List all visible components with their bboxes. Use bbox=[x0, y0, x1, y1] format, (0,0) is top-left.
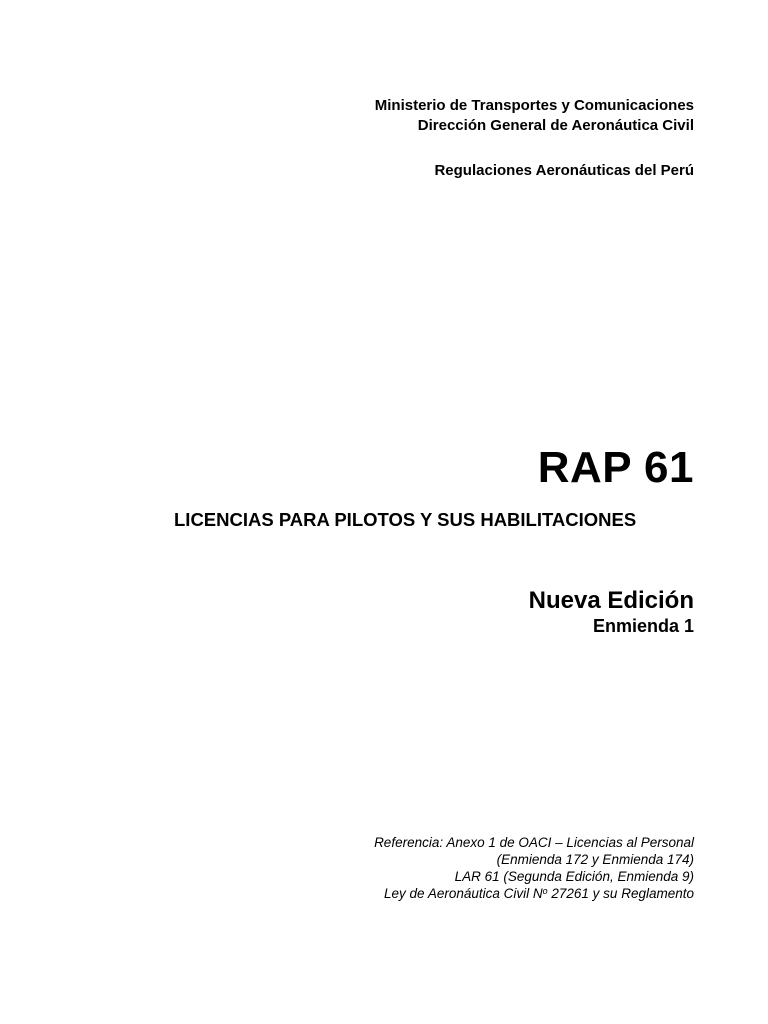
document-code: RAP 61 bbox=[537, 443, 694, 492]
document-title: LICENCIAS PARA PILOTOS Y SUS HABILITACIONES bbox=[174, 509, 637, 530]
reference-line-4-prefix: Ley de Aeronáutica Civil N bbox=[384, 886, 543, 901]
reference-line-3: LAR 61 (Segunda Edición, Enmienda 9) bbox=[454, 869, 694, 884]
amendment-label: Enmienda 1 bbox=[592, 616, 694, 636]
edition-label: Nueva Edición bbox=[528, 587, 694, 614]
reference-line-1: Referencia: Anexo 1 de OACI – Licencias al Personal bbox=[374, 835, 694, 850]
regulations-heading bbox=[434, 161, 694, 181]
regulations-name: Regulaciones Aeronáuticas del Perú bbox=[434, 162, 694, 179]
reference-line-4-suffix: 27261 y su Reglamento bbox=[547, 886, 694, 901]
issuing-authority bbox=[375, 96, 694, 136]
ordinal-indicator: o bbox=[542, 886, 548, 896]
references-block bbox=[374, 834, 694, 902]
reference-line-4 bbox=[374, 885, 694, 902]
ministry-name: Ministerio de Transportes y Comunicaciones bbox=[374, 97, 694, 114]
reference-line-2: (Enmienda 172 y Enmienda 174) bbox=[496, 852, 694, 867]
directorate-name: Dirección General de Aeronáutica Civil bbox=[417, 117, 694, 134]
